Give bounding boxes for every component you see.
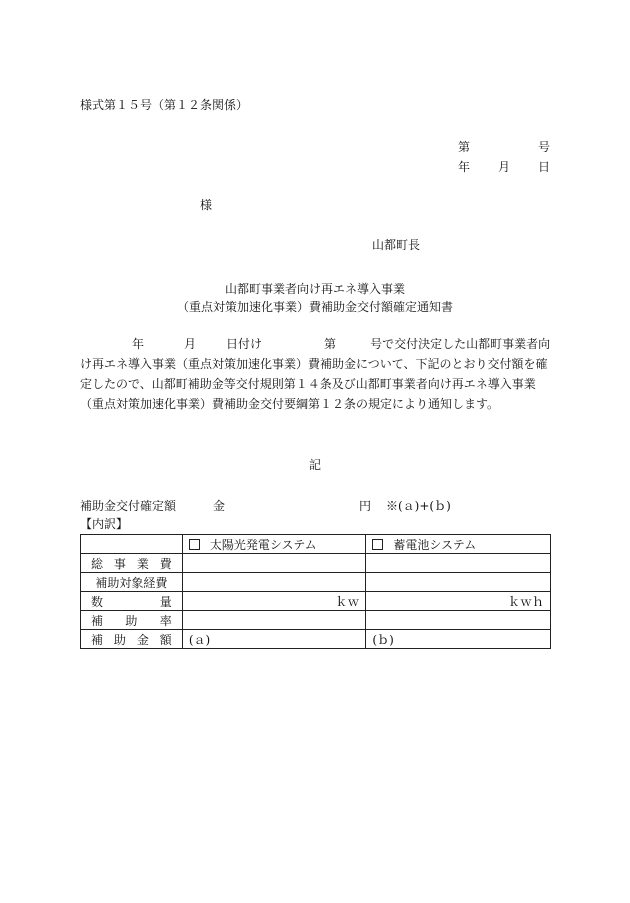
header-solar-label: 太陽光発電システム (209, 537, 317, 552)
checkbox-icon[interactable] (189, 539, 200, 550)
header-blank-cell (81, 535, 183, 554)
amount-line (80, 497, 550, 515)
document-number-block (458, 137, 550, 177)
row-cell-solar[interactable] (182, 611, 366, 630)
table-row (81, 630, 551, 649)
checkbox-icon[interactable] (372, 539, 383, 550)
row-cell-solar[interactable] (182, 554, 366, 573)
doc-day: 日 (537, 160, 550, 174)
row-cell-battery[interactable]: (ｂ) (366, 630, 551, 649)
row-cell-battery[interactable]: ｋｗｈ (366, 592, 551, 611)
amount-label: 補助金交付確定額 (80, 499, 177, 513)
addressee: 様 (200, 198, 213, 212)
table-row (81, 611, 551, 630)
table-header-row (81, 535, 551, 554)
amount-yen: 円 (359, 499, 372, 513)
row-cell-battery[interactable] (366, 611, 551, 630)
body-paragraph (80, 334, 552, 414)
body-text: 号で交付決定した山都町事業者向け再エネ導入事業（重点対策加速化事業）費補助金について、下記のとおり交付額を確定したので、山都町補助金等交付規則第１４条及び山都町事業者向け再エネ導入事業（重点対策加速化事業）費補助金交付要綱第１２条の規定により通知します。 (80, 337, 551, 411)
document-title-line1: 山都町事業者向け再エネ導入事業 (224, 282, 405, 296)
row-label: 補助金額 (81, 630, 183, 649)
table-row (81, 573, 551, 592)
ki-heading: 記 (308, 458, 321, 472)
amount-kin: 金 (213, 499, 226, 513)
row-cell-battery[interactable] (366, 573, 551, 592)
amount-formula: ※(ａ)+(ｂ) (386, 499, 451, 513)
doc-date-row (458, 157, 550, 177)
header-solar (182, 535, 366, 554)
body-year: 年 (132, 337, 145, 351)
body-day-dated: 日付け (226, 337, 263, 351)
doc-number-row (458, 137, 550, 157)
row-cell-solar[interactable]: ｋｗ (182, 592, 366, 611)
doc-no-suffix: 号 (537, 140, 550, 154)
header-battery (366, 535, 551, 554)
row-cell-solar[interactable] (182, 573, 366, 592)
body-no: 第 (324, 337, 337, 351)
form-number: 様式第１５号（第１２条関係） (80, 98, 249, 112)
row-label: 補助率 (81, 611, 183, 630)
doc-year: 年 (458, 160, 471, 174)
row-label: 補助対象経費 (81, 573, 183, 592)
row-label: 数量 (81, 592, 183, 611)
row-cell-solar[interactable]: (ａ) (182, 630, 366, 649)
table-row (81, 592, 551, 611)
table-row (81, 554, 551, 573)
document-title-line2: （重点対策加速化事業）費補助金交付額確定通知書 (176, 300, 453, 314)
row-cell-battery[interactable] (366, 554, 551, 573)
header-battery-label: 蓄電池システム (393, 537, 477, 552)
row-label: 総事業費 (81, 554, 183, 573)
breakdown-label: 【内訳】 (80, 517, 129, 531)
sender: 山都町長 (372, 238, 421, 252)
breakdown-table (80, 534, 551, 649)
doc-month: 月 (497, 160, 510, 174)
doc-no-label: 第 (458, 140, 471, 154)
body-month: 月 (184, 337, 197, 351)
